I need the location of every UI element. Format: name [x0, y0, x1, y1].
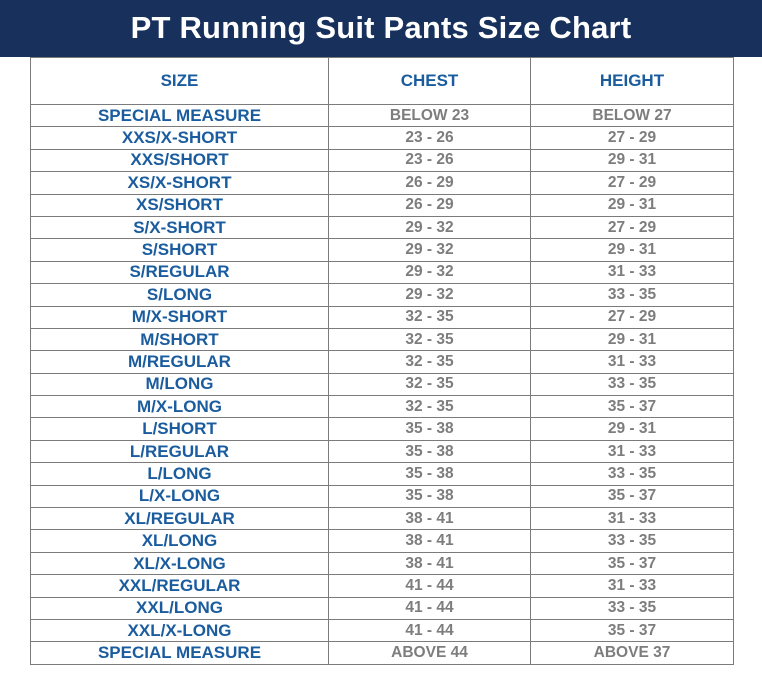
chest-cell: 29 - 32	[329, 284, 531, 306]
table-row	[31, 619, 734, 641]
table-row	[31, 396, 734, 418]
height-cell: 27 - 29	[531, 216, 734, 238]
table-body	[31, 105, 734, 665]
chest-cell: 29 - 32	[329, 239, 531, 261]
chest-cell: 35 - 38	[329, 485, 531, 507]
table-row	[31, 552, 734, 574]
table-row	[31, 351, 734, 373]
size-cell: XS/X-SHORT	[31, 172, 329, 194]
chest-cell: 32 - 35	[329, 373, 531, 395]
column-header-chest: CHEST	[329, 58, 531, 105]
size-cell: XL/LONG	[31, 530, 329, 552]
size-cell: XXL/LONG	[31, 597, 329, 619]
size-cell: L/REGULAR	[31, 440, 329, 462]
table-row	[31, 328, 734, 350]
table-row	[31, 440, 734, 462]
table-row	[31, 149, 734, 171]
size-cell: L/SHORT	[31, 418, 329, 440]
height-cell: 33 - 35	[531, 597, 734, 619]
height-cell: 31 - 33	[531, 575, 734, 597]
chest-cell: 41 - 44	[329, 597, 531, 619]
height-cell: 35 - 37	[531, 485, 734, 507]
size-cell: M/SHORT	[31, 328, 329, 350]
table-row	[31, 216, 734, 238]
chest-cell: 35 - 38	[329, 463, 531, 485]
table-row	[31, 261, 734, 283]
size-cell: L/LONG	[31, 463, 329, 485]
height-cell: 33 - 35	[531, 284, 734, 306]
table-row	[31, 530, 734, 552]
size-chart-table	[30, 57, 734, 665]
column-header-height: HEIGHT	[531, 58, 734, 105]
table-row	[31, 284, 734, 306]
size-cell: M/X-LONG	[31, 396, 329, 418]
height-cell: 33 - 35	[531, 530, 734, 552]
table-row	[31, 597, 734, 619]
page-title: PT Running Suit Pants Size Chart	[130, 9, 632, 45]
size-cell: SPECIAL MEASURE	[31, 642, 329, 664]
height-cell: 29 - 31	[531, 418, 734, 440]
height-cell: 35 - 37	[531, 619, 734, 641]
size-cell: L/X-LONG	[31, 485, 329, 507]
height-cell: 33 - 35	[531, 373, 734, 395]
chest-cell: 35 - 38	[329, 418, 531, 440]
height-cell: 27 - 29	[531, 172, 734, 194]
table-row	[31, 463, 734, 485]
size-cell: XXL/REGULAR	[31, 575, 329, 597]
table-row	[31, 373, 734, 395]
size-cell: S/X-SHORT	[31, 216, 329, 238]
table-row	[31, 485, 734, 507]
table-row	[31, 127, 734, 149]
chest-cell: 32 - 35	[329, 328, 531, 350]
size-cell: XXS/X-SHORT	[31, 127, 329, 149]
size-cell: S/SHORT	[31, 239, 329, 261]
size-cell: XL/X-LONG	[31, 552, 329, 574]
title-banner	[0, 0, 762, 57]
height-cell: 31 - 33	[531, 351, 734, 373]
chest-cell: 29 - 32	[329, 216, 531, 238]
height-cell: 31 - 33	[531, 440, 734, 462]
size-cell: M/REGULAR	[31, 351, 329, 373]
chest-cell: 26 - 29	[329, 172, 531, 194]
table-row	[31, 642, 734, 664]
chest-cell: 38 - 41	[329, 552, 531, 574]
column-header-size: SIZE	[31, 58, 329, 105]
chest-cell: 32 - 35	[329, 396, 531, 418]
table-row	[31, 194, 734, 216]
header-row	[31, 58, 734, 105]
height-cell: ABOVE 37	[531, 642, 734, 664]
chest-cell: 38 - 41	[329, 530, 531, 552]
height-cell: 29 - 31	[531, 149, 734, 171]
chest-cell: 26 - 29	[329, 194, 531, 216]
height-cell: 35 - 37	[531, 396, 734, 418]
height-cell: 33 - 35	[531, 463, 734, 485]
height-cell: 27 - 29	[531, 127, 734, 149]
height-cell: 29 - 31	[531, 239, 734, 261]
height-cell: 29 - 31	[531, 194, 734, 216]
table-row	[31, 172, 734, 194]
size-cell: XXL/X-LONG	[31, 619, 329, 641]
size-cell: XL/REGULAR	[31, 508, 329, 530]
table-row	[31, 306, 734, 328]
chest-cell: 23 - 26	[329, 127, 531, 149]
chest-cell: 23 - 26	[329, 149, 531, 171]
height-cell: 27 - 29	[531, 306, 734, 328]
table-row	[31, 418, 734, 440]
size-cell: S/REGULAR	[31, 261, 329, 283]
chest-cell: ABOVE 44	[329, 642, 531, 664]
size-cell: S/LONG	[31, 284, 329, 306]
size-cell: M/X-SHORT	[31, 306, 329, 328]
chest-cell: 35 - 38	[329, 440, 531, 462]
table-header	[31, 58, 734, 105]
size-cell: M/LONG	[31, 373, 329, 395]
height-cell: 29 - 31	[531, 328, 734, 350]
chest-cell: 32 - 35	[329, 306, 531, 328]
chest-cell: 38 - 41	[329, 508, 531, 530]
height-cell: 31 - 33	[531, 508, 734, 530]
size-cell: XS/SHORT	[31, 194, 329, 216]
height-cell: 31 - 33	[531, 261, 734, 283]
size-cell: XXS/SHORT	[31, 149, 329, 171]
height-cell: BELOW 27	[531, 105, 734, 127]
chest-cell: 41 - 44	[329, 575, 531, 597]
height-cell: 35 - 37	[531, 552, 734, 574]
table-row	[31, 239, 734, 261]
table-row	[31, 575, 734, 597]
chest-cell: 29 - 32	[329, 261, 531, 283]
chest-cell: BELOW 23	[329, 105, 531, 127]
table-row	[31, 105, 734, 127]
size-cell: SPECIAL MEASURE	[31, 105, 329, 127]
table-row	[31, 508, 734, 530]
chest-cell: 41 - 44	[329, 619, 531, 641]
chest-cell: 32 - 35	[329, 351, 531, 373]
